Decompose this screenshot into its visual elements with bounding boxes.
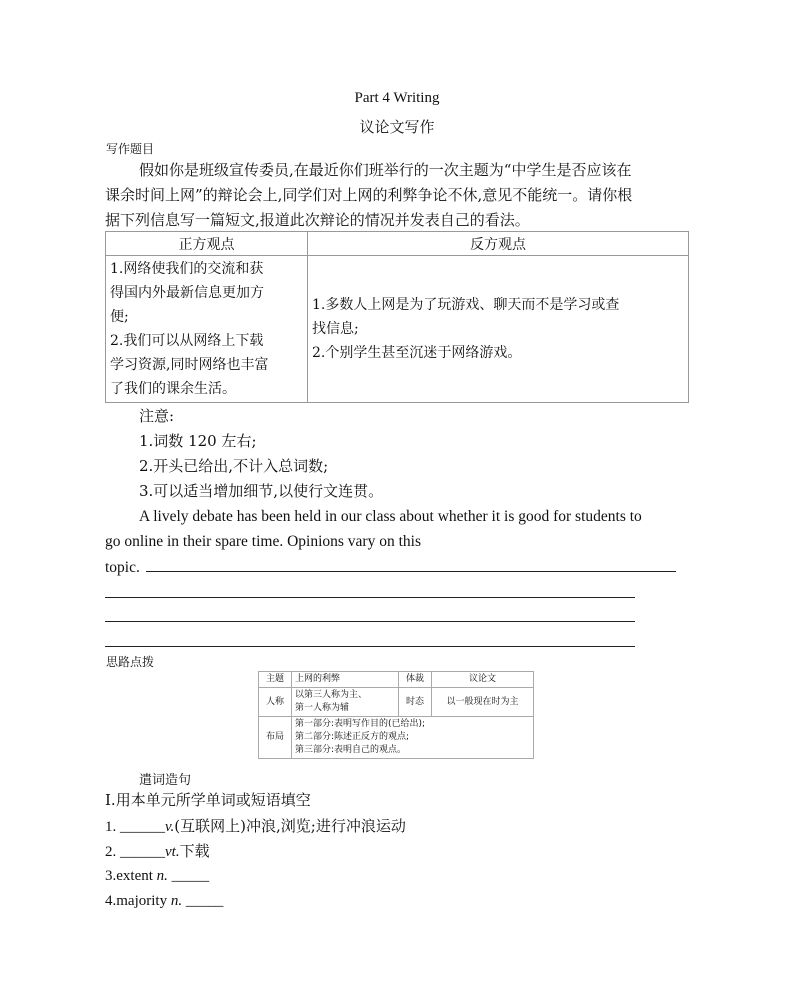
con-line: 1.多数人上网是为了玩游戏、聊天而不是学习或查 (312, 297, 620, 313)
note-item-3: 3.可以适当增加细节,以使行文连贯。 (139, 482, 384, 500)
person-value-line: 以第三人称为主、 (295, 690, 368, 700)
opening-line-1: A lively debate has been held in our class about whether it is good for students to (139, 508, 642, 525)
exercise-item-3 (105, 864, 209, 889)
note-item-1: 1.词数 120 左右; (139, 432, 257, 450)
part-of-speech: vt. (165, 844, 180, 860)
pro-line: 了我们的课余生活。 (110, 381, 236, 397)
section-label-prompt: 写作题目 (106, 142, 155, 156)
exercise-number[interactable]: 1. ______ (105, 819, 165, 835)
exercise-number[interactable]: 2. ______ (105, 844, 165, 860)
notes-heading: 注意: (139, 407, 175, 425)
opinions-table (105, 231, 689, 403)
exercise-item-2 (105, 839, 210, 865)
exercise-answer-blank[interactable]: _____ (167, 868, 210, 884)
exercise-item-4 (105, 889, 223, 914)
pro-line: 便; (110, 309, 129, 325)
layout-line: 第一部分:表明写作目的(已给出); (295, 719, 426, 729)
header-pro: 正方观点 (106, 232, 308, 256)
tense-value: 以一般现在时为主 (432, 688, 534, 717)
writing-line-2[interactable] (105, 597, 635, 598)
tense-label: 时态 (399, 688, 432, 717)
exercise-answer-blank[interactable]: _____ (182, 893, 224, 909)
header-con: 反方观点 (308, 232, 689, 256)
exercise-item-1 (105, 814, 406, 840)
pro-line: 学习资源,同时网络也丰富 (110, 357, 269, 373)
layout-value (292, 717, 534, 759)
prompt-line-3: 据下列信息写一篇短文,报道此次辩论的情况并发表自己的看法。 (105, 211, 530, 229)
part-of-speech: n. (156, 868, 168, 884)
person-value-line: 第一人称为辅 (295, 703, 350, 713)
prompt-line-1: 假如你是班级宣传委员,在最近你们班举行的一次主题为“中学生是否应该在 (139, 161, 632, 179)
opening-line-2: go online in their spare time. Opinions vary on this (105, 533, 421, 550)
layout-label: 布局 (259, 717, 292, 759)
exercise-word: 4.majority (105, 893, 171, 909)
part-of-speech: n. (170, 893, 183, 909)
con-cell (308, 256, 689, 403)
writing-line-3[interactable] (105, 621, 635, 622)
tips-table (258, 671, 534, 759)
theme-value: 上网的利弊 (292, 672, 399, 688)
pro-line: 1.网络使我们的交流和获 (110, 261, 264, 277)
pro-line: 得国内外最新信息更加方 (110, 285, 264, 301)
exercise-meaning: 下载 (179, 842, 210, 860)
genre-value: 议论文 (432, 672, 534, 688)
pro-cell (106, 256, 308, 403)
exercise-word: 3.extent (105, 868, 157, 884)
exercise-heading: Ⅰ.用本单元所学单词或短语填空 (105, 791, 311, 809)
con-line: 找信息; (312, 321, 359, 337)
person-label: 人称 (259, 688, 292, 717)
part-of-speech: v. (165, 819, 175, 835)
pro-line: 2.我们可以从网络上下载 (110, 333, 264, 349)
opening-line-3: topic. (105, 559, 140, 576)
theme-label: 主题 (259, 672, 292, 688)
writing-line-1[interactable] (146, 571, 676, 572)
exercise-meaning: (互联网上)冲浪,浏览;进行冲浪运动 (174, 817, 406, 835)
title-chinese: 议论文写作 (359, 118, 435, 136)
prompt-line-2: 课余时间上网”的辩论会上,同学们对上网的利弊争论不休,意见不能统一。请你根 (105, 186, 633, 204)
writing-line-4[interactable] (105, 646, 635, 647)
section-label-vocab: 遣词造句 (139, 773, 192, 788)
layout-line: 第二部分:陈述正反方的观点; (295, 732, 410, 742)
section-label-tips: 思路点拨 (106, 655, 155, 669)
title-english: Part 4 Writing (354, 90, 440, 106)
layout-line: 第三部分:表明自己的观点。 (295, 745, 407, 755)
genre-label: 体裁 (399, 672, 432, 688)
note-item-2: 2.开头已给出,不计入总词数; (139, 457, 329, 475)
con-line: 2.个别学生甚至沉迷于网络游戏。 (312, 345, 522, 361)
person-value (292, 688, 399, 717)
